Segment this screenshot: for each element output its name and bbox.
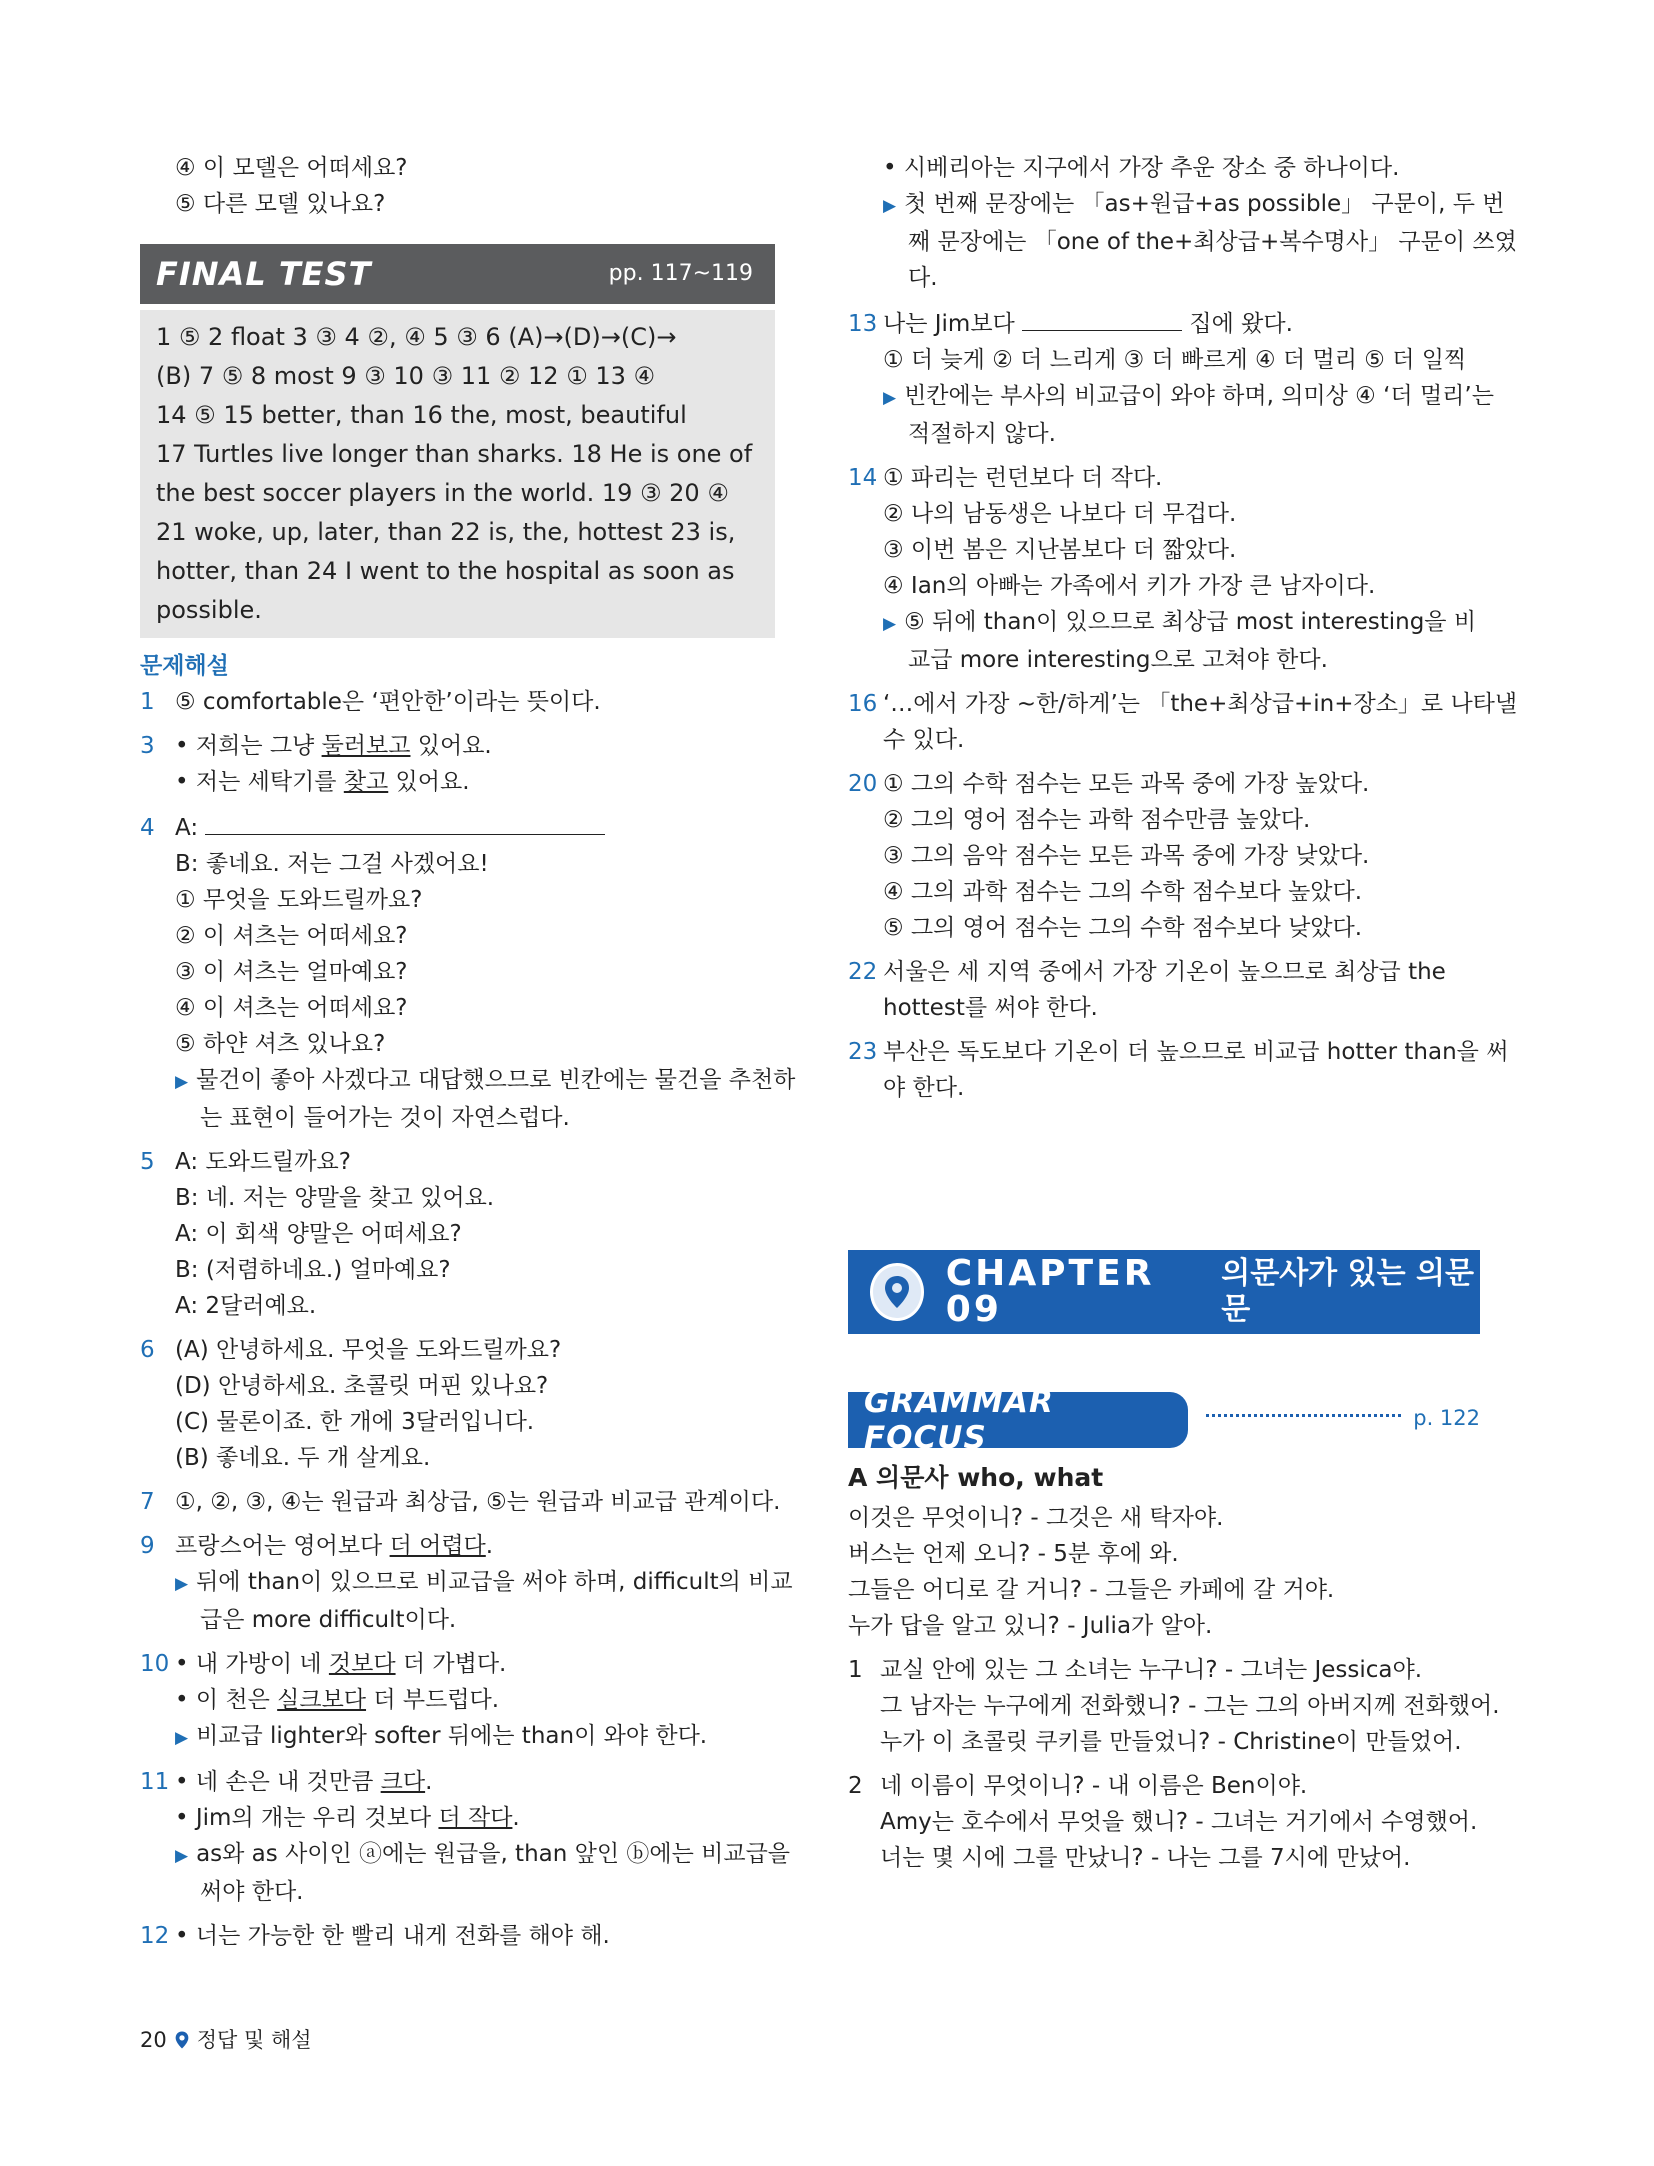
question-12 <box>140 1918 775 1954</box>
option-line: ① 무엇을 도와드릴까요? <box>175 887 423 913</box>
triangle-bullet-icon: ▶ <box>883 614 897 634</box>
text: • 저희는 그냥 <box>175 733 322 759</box>
option-line: ① 더 늦게 ② 더 느리게 ③ 더 빠르게 ④ 더 멀리 ⑤ 더 일찍 <box>883 347 1467 373</box>
location-pin-icon <box>870 1263 924 1321</box>
dialogue-line: (D) 안녕하세요. 초콜릿 머핀 있나요? <box>175 1373 549 1399</box>
explanation: 교급 more interesting으로 고쳐야 한다. <box>908 647 1328 673</box>
text: 집에 왔다. <box>1182 311 1293 337</box>
question-9 <box>140 1528 775 1564</box>
underlined-text: 것보다 <box>328 1651 396 1677</box>
triangle-bullet-icon: ▶ <box>883 388 897 408</box>
final-test-answers <box>140 310 775 638</box>
text: • 이 천은 <box>175 1687 278 1713</box>
grammar-focus-header <box>848 1384 1480 1456</box>
question-10-line <box>140 1682 775 1718</box>
final-test-title: FINAL TEST <box>156 255 372 293</box>
question-6 <box>140 1332 775 1368</box>
answer-line: hotter, than 24 I went to the hospital as soon as <box>156 557 735 585</box>
footer-label: 정답 및 해설 <box>196 2028 312 2052</box>
option-line: ④ Ian의 아빠는 가족에서 키가 가장 큰 남자이다. <box>883 573 1376 599</box>
text: 있어요. <box>410 733 492 759</box>
exercise-number: 1 <box>848 1657 863 1683</box>
question-number: 6 <box>140 1337 155 1363</box>
answer-blank <box>205 808 605 835</box>
option-line: ③ 이번 봄은 지난봄보다 더 짧았다. <box>883 537 1237 563</box>
question-number: 12 <box>140 1923 170 1949</box>
location-pin-icon <box>175 2031 189 2049</box>
dialogue-line: (A) 안녕하세요. 무엇을 도와드릴까요? <box>175 1337 562 1363</box>
chapter-number: CHAPTER 09 <box>945 1253 1155 1330</box>
explanation: 급은 more difficult이다. <box>200 1607 457 1633</box>
text: • 저는 세탁기를 <box>175 769 344 795</box>
question-16 <box>848 686 1518 722</box>
question-number: 22 <box>848 959 878 985</box>
question-text: ①, ②, ③, ④는 원급과 최상급, ⑤는 원급과 비교급 관계이다. <box>175 1489 781 1515</box>
explanation-label: 문제해설 <box>140 653 229 679</box>
final-test-pages: pp. 117~119 <box>608 261 753 286</box>
dialogue-line: A: 이 회색 양말은 어떠세요? <box>175 1221 462 1247</box>
grammar-focus-page: p. 122 <box>1413 1406 1480 1430</box>
text: 비교급 lighter와 softer 뒤에는 than이 와야 한다. <box>196 1723 708 1749</box>
option-line: ② 나의 남동생은 나보다 더 무겁다. <box>883 501 1237 527</box>
explanation: 적절하지 않다. <box>908 421 1056 447</box>
grammar-subheading: A 의문사 who, what <box>848 1463 1104 1492</box>
question-number: 4 <box>140 815 155 841</box>
speaker-label: A: <box>175 815 199 841</box>
text: 교실 안에 있는 그 소녀는 누구니? - 그녀는 Jessica야. <box>880 1657 1423 1683</box>
question-number: 16 <box>848 691 878 717</box>
dotted-leader <box>1206 1414 1401 1417</box>
example-line: 그들은 어디로 갈 거니? - 그들은 카페에 갈 거야. <box>848 1577 1335 1603</box>
chapter-banner <box>848 1250 1480 1334</box>
question-number: 9 <box>140 1533 155 1559</box>
text: ‘…에서 가장 ~한/하게’는 「the+최상급+in+장소」로 나타낼 <box>883 691 1518 717</box>
exercise-number: 2 <box>848 1773 863 1799</box>
question-number: 20 <box>848 771 878 797</box>
triangle-bullet-icon: ▶ <box>175 1072 189 1092</box>
text: 더 가볍다. <box>395 1651 507 1677</box>
answer-line: 14 ⑤ 15 better, than 16 the, most, beautiful <box>156 401 687 429</box>
text: . <box>512 1805 520 1831</box>
answer-line: 17 Turtles live longer than sharks. 18 He is one of <box>156 440 753 468</box>
question-10 <box>140 1646 775 1682</box>
explanation <box>848 604 1488 642</box>
answer-line: (B) 7 ⑤ 8 most 9 ③ 10 ③ 11 ② 12 ① 13 ④ <box>156 362 656 390</box>
option-line: ④ 그의 과학 점수는 그의 수학 점수보다 높았다. <box>883 879 1363 905</box>
text: 물건이 좋아 사겠다고 대답했으므로 빈칸에는 물건을 추천하 <box>196 1067 796 1093</box>
question-text: ⑤ comfortable은 ‘편안한’이라는 뜻이다. <box>175 689 601 715</box>
dialogue-line: B: 네. 저는 양말을 찾고 있어요. <box>175 1185 495 1211</box>
question-number: 1 <box>140 689 155 715</box>
text: as와 as 사이인 ⓐ에는 원급을, than 앞인 ⓑ에는 비교급을 <box>196 1841 791 1867</box>
question-number: 23 <box>848 1039 878 1065</box>
text: 서울은 세 지역 중에서 가장 기온이 높으므로 최상급 the <box>883 959 1446 985</box>
option-line: ① 파리는 런던보다 더 작다. <box>883 465 1163 491</box>
underlined-text: 둘러보고 <box>321 733 411 759</box>
question-7 <box>140 1484 781 1520</box>
text: 빈칸에는 부사의 비교급이 와야 하며, 의미상 ④ ‘더 멀리’는 <box>904 383 1494 409</box>
question-11 <box>140 1764 775 1800</box>
explanation <box>848 378 1494 416</box>
option-line: ③ 이 셔츠는 얼마예요? <box>175 959 408 985</box>
text: • 네 손은 내 것만큼 <box>175 1769 381 1795</box>
exercise-line: Amy는 호수에서 무엇을 했니? - 그녀는 거기에서 수영했어. <box>880 1809 1478 1835</box>
explanation <box>848 186 1505 224</box>
triangle-bullet-icon: ▶ <box>175 1574 189 1594</box>
explanation: 써야 한다. <box>200 1879 304 1905</box>
right-column <box>848 150 1518 1106</box>
text: 나는 Jim보다 <box>883 311 1023 337</box>
page-footer <box>140 2022 312 2058</box>
explanation: 째 문장에는 「one of the+최상급+복수명사」 구문이 쓰였 <box>908 229 1517 255</box>
question-4 <box>140 808 775 846</box>
question-3-line <box>140 764 775 800</box>
underlined-text: 더 작다 <box>438 1805 513 1831</box>
question-11-line <box>140 1800 775 1836</box>
question-16-line: 수 있다. <box>883 727 965 753</box>
option-line: ① 그의 수학 점수는 모든 과목 중에 가장 높았다. <box>883 771 1370 797</box>
dialogue-line: B: 좋네요. 저는 그걸 사겠어요! <box>175 851 489 877</box>
dialogue-line: A: 도와드릴까요? <box>175 1149 351 1175</box>
triangle-bullet-icon: ▶ <box>175 1728 189 1748</box>
answer-line: the best soccer players in the world. 19 ③ 20 ④ <box>156 479 729 507</box>
question-text: • 너는 가능한 한 빨리 내게 전화를 해야 해. <box>175 1923 610 1949</box>
explanation <box>140 1564 793 1602</box>
text: . <box>425 1769 433 1795</box>
grammar-focus-title: GRAMMAR FOCUS <box>848 1392 1188 1448</box>
option-line: ③ 그의 음악 점수는 모든 과목 중에 가장 낮았다. <box>883 843 1370 869</box>
question-22-line: hottest를 써야 한다. <box>883 995 1098 1021</box>
explanation <box>140 1062 796 1100</box>
example-line: 이것은 무엇이니? - 그것은 새 탁자야. <box>848 1505 1224 1531</box>
exercise-line: 그 남자는 누구에게 전화했니? - 그는 그의 아버지께 전화했어. <box>880 1693 1500 1719</box>
question-23 <box>848 1034 1509 1070</box>
dialogue-line: B: (저렴하네요.) 얼마예요? <box>175 1257 451 1283</box>
text: 더 부드럽다. <box>366 1687 500 1713</box>
option-line: ⑤ 하얀 셔츠 있나요? <box>175 1031 386 1057</box>
text: 부산은 독도보다 기온이 더 높으므로 비교급 hotter than을 써 <box>883 1039 1509 1065</box>
intro-line: ④ 이 모델은 어떠세요? <box>175 155 408 181</box>
question-3 <box>140 728 775 764</box>
option-line: ② 이 셔츠는 어떠세요? <box>175 923 408 949</box>
triangle-bullet-icon: ▶ <box>883 196 897 216</box>
option-line: ④ 이 셔츠는 어떠세요? <box>175 995 408 1021</box>
grammar-focus-body <box>848 1460 1500 1876</box>
exercise-line: 너는 몇 시에 그를 만났니? - 나는 그를 7시에 만났어. <box>880 1845 1411 1871</box>
text: 프랑스어는 영어보다 <box>175 1533 390 1559</box>
text: 뒤에 than이 있으므로 비교급을 써야 하며, difficult의 비교 <box>196 1569 793 1595</box>
underlined-text: 더 어렵다 <box>389 1533 486 1559</box>
example-line: 누가 답을 알고 있니? - Julia가 알아. <box>848 1613 1213 1639</box>
exercise-2 <box>848 1768 1488 1804</box>
question-number: 14 <box>848 465 878 491</box>
text: 첫 번째 문장에는 「as+원급+as possible」 구문이, 두 번 <box>904 191 1505 217</box>
dialogue-line: (B) 좋네요. 두 개 살게요. <box>175 1445 431 1471</box>
question-5 <box>140 1144 775 1180</box>
text: 네 이름이 무엇이니? - 내 이름은 Ben이야. <box>880 1773 1308 1799</box>
text: . <box>485 1533 494 1559</box>
option-line: ⑤ 그의 영어 점수는 그의 수학 점수보다 낮았다. <box>883 915 1363 941</box>
answer-blank <box>1022 304 1182 331</box>
explanation <box>140 1836 791 1874</box>
text: • 내 가방이 네 <box>175 1651 329 1677</box>
question-23-line: 야 한다. <box>883 1075 965 1101</box>
continued-line: • 시베리아는 지구에서 가장 추운 장소 중 하나이다. <box>883 155 1400 181</box>
answer-line: possible. <box>156 596 262 624</box>
question-number: 10 <box>140 1651 170 1677</box>
text: ⑤ 뒤에 than이 있으므로 최상급 most interesting을 비 <box>904 609 1477 635</box>
underlined-text: 찾고 <box>343 769 389 795</box>
question-22 <box>848 954 1488 990</box>
dialogue-line: (C) 물론이죠. 한 개에 3달러입니다. <box>175 1409 535 1435</box>
question-13 <box>848 304 1488 342</box>
exercise-line: 누가 이 초콜릿 쿠키를 만들었니? - Christine이 만들었어. <box>880 1729 1462 1755</box>
question-1 <box>140 684 775 720</box>
explanation: 다. <box>908 265 938 291</box>
example-line: 버스는 언제 오니? - 5분 후에 와. <box>848 1541 1179 1567</box>
exercise-1 <box>848 1652 1488 1688</box>
final-test-header <box>140 244 775 304</box>
underlined-text: 크다 <box>380 1769 426 1795</box>
question-number: 7 <box>140 1489 155 1515</box>
triangle-bullet-icon: ▶ <box>175 1846 189 1866</box>
intro-line: ⑤ 다른 모델 있나요? <box>175 191 386 217</box>
dialogue-line: A: 2달러예요. <box>175 1293 317 1319</box>
text: 있어요. <box>388 769 470 795</box>
option-line: ② 그의 영어 점수는 과학 점수만큼 높았다. <box>883 807 1311 833</box>
answer-line: 21 woke, up, later, than 22 is, the, hottest 23 is, <box>156 518 736 546</box>
explanation <box>140 1718 775 1756</box>
question-number: 11 <box>140 1769 170 1795</box>
question-number: 3 <box>140 733 155 759</box>
question-20 <box>848 766 1488 802</box>
explanation: 는 표현이 들어가는 것이 자연스럽다. <box>200 1105 570 1131</box>
chapter-title: 의문사가 있는 의문문 <box>1221 1256 1474 1327</box>
page-number: 20 <box>140 2028 167 2052</box>
underlined-text: 실크보다 <box>277 1687 367 1713</box>
text: • Jim의 개는 우리 것보다 <box>175 1805 439 1831</box>
left-column <box>140 150 796 1954</box>
question-number: 5 <box>140 1149 155 1175</box>
question-number: 13 <box>848 311 878 337</box>
answer-line: 1 ⑤ 2 float 3 ③ 4 ②, ④ 5 ③ 6 (A)→(D)→(C)→ <box>156 323 677 351</box>
question-14 <box>848 460 1488 496</box>
